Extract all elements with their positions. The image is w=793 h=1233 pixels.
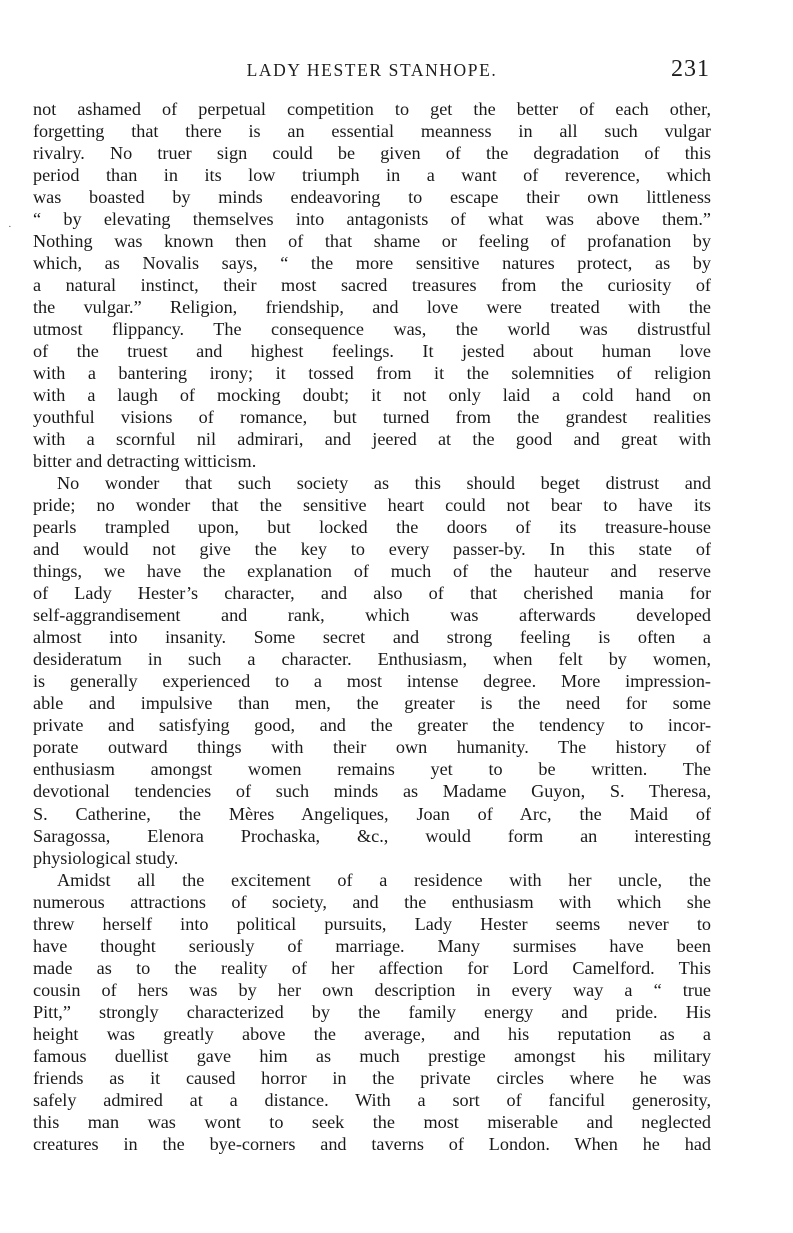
text-line: famous duellist gave him as much prestige amongst his military bbox=[33, 1045, 711, 1066]
text-line: cousin of hers was by her own description in every way a “ true bbox=[33, 979, 711, 1000]
text-line: Nothing was known then of that shame or feeling of profanation by bbox=[33, 231, 711, 252]
text-line: have thought seriously of marriage. Many surmises have been bbox=[33, 935, 711, 956]
text-line: pride; no wonder that the sensitive heart could not bear to have its bbox=[33, 495, 711, 516]
text-line: made as to the reality of her affection for Lord Camelford. This bbox=[33, 957, 711, 978]
text-line: safely admired at a distance. With a sort of fanciful generosity, bbox=[33, 1089, 711, 1110]
text-line: things, we have the explanation of much of the hauteur and reserve bbox=[33, 561, 711, 582]
text-line: with a laugh of mocking doubt; it not only laid a cold hand on bbox=[33, 385, 711, 406]
text-line: able and impulsive than men, the greater is the need for some bbox=[33, 693, 711, 714]
text-line: period than in its low triumph in a want of reverence, which bbox=[33, 165, 711, 186]
text-line: with a scornful nil admirari, and jeered at the good and great with bbox=[33, 429, 711, 450]
text-line: was boasted by minds endeavoring to escape their own littleness bbox=[33, 187, 711, 208]
text-line: of Lady Hester’s character, and also of that cherished mania for bbox=[33, 583, 711, 604]
text-line: private and satisfying good, and the greater the tendency to incor- bbox=[33, 715, 711, 736]
text-line: self-aggrandisement and rank, which was afterwards developed bbox=[33, 605, 711, 626]
text-line: numerous attractions of society, and the enthusiasm with which she bbox=[33, 891, 711, 912]
text-line: is generally experienced to a most intense degree. More impression- bbox=[33, 671, 711, 692]
margin-speck: · bbox=[8, 221, 12, 233]
text-line: and would not give the key to every passer-by. In this state of bbox=[33, 539, 711, 560]
body-text bbox=[33, 98, 711, 1155]
text-line: Amidst all the excitement of a residence with her uncle, the bbox=[57, 869, 711, 890]
text-line: threw herself into political pursuits, Lady Hester seems never to bbox=[33, 913, 711, 934]
text-line: height was greatly above the average, and his reputation as a bbox=[33, 1023, 711, 1044]
text-line: with a bantering irony; it tossed from it the solemnities of religion bbox=[33, 363, 711, 384]
text-line: physiological study. bbox=[33, 847, 179, 868]
text-line: Saragossa, Elenora Prochaska, &c., would form an interesting bbox=[33, 825, 711, 846]
text-line: enthusiasm amongst women remains yet to be written. The bbox=[33, 759, 711, 780]
text-line: which, as Novalis says, “ the more sensitive natures protect, as by bbox=[33, 253, 711, 274]
text-line: desideratum in such a character. Enthusiasm, when felt by women, bbox=[33, 649, 711, 670]
text-line: creatures in the bye-corners and taverns of London. When he had bbox=[33, 1133, 711, 1154]
running-title: LADY HESTER STANHOPE. bbox=[246, 60, 498, 80]
text-line: S. Catherine, the Mères Angeliques, Joan of Arc, the Maid of bbox=[33, 803, 711, 824]
text-line: forgetting that there is an essential meanness in all such vulgar bbox=[33, 121, 711, 142]
text-line: of the truest and highest feelings. It jested about human love bbox=[33, 341, 711, 362]
text-line: the vulgar.” Religion, friendship, and love were treated with the bbox=[33, 297, 711, 318]
text-line: youthful visions of romance, but turned from the grandest realities bbox=[33, 407, 711, 428]
text-line: pearls trampled upon, but locked the doors of its treasure-house bbox=[33, 517, 711, 538]
text-line: bitter and detracting witticism. bbox=[33, 451, 257, 472]
text-line: not ashamed of perpetual competition to get the better of each other, bbox=[33, 99, 711, 119]
text-line: No wonder that such society as this should beget distrust and bbox=[57, 473, 711, 494]
text-line: “ by elevating themselves into antagonists of what was above them.” bbox=[33, 209, 711, 230]
text-line: friends as it caused horror in the private circles where he was bbox=[33, 1067, 711, 1088]
text-line: utmost flippancy. The consequence was, the world was distrustful bbox=[33, 319, 711, 340]
text-line: devotional tendencies of such minds as Madame Guyon, S. Theresa, bbox=[33, 781, 711, 802]
text-line: Pitt,” strongly characterized by the family energy and pride. His bbox=[33, 1001, 711, 1022]
text-line: a natural instinct, their most sacred treasures from the curiosity of bbox=[33, 275, 711, 296]
running-header bbox=[32, 56, 712, 86]
page-number: 231 bbox=[671, 56, 710, 82]
text-line: rivalry. No truer sign could be given of the degradation of this bbox=[33, 143, 711, 164]
text-line: almost into insanity. Some secret and strong feeling is often a bbox=[33, 627, 711, 648]
text-line: porate outward things with their own humanity. The history of bbox=[33, 737, 711, 758]
text-line: this man was wont to seek the most miserable and neglected bbox=[33, 1111, 711, 1132]
